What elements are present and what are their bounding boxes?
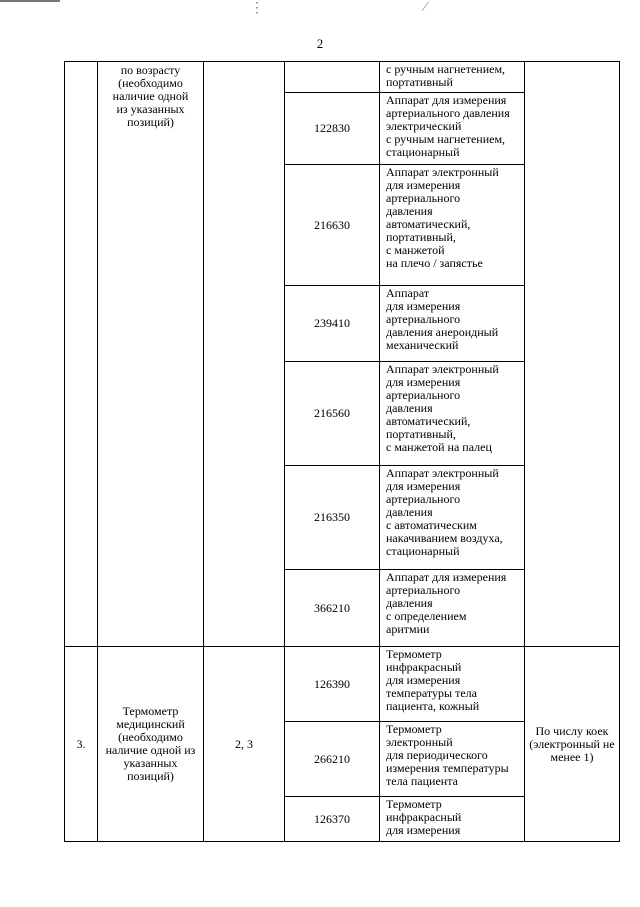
device-code-cell: 239410 — [285, 286, 380, 362]
description-line: аритмии — [386, 622, 430, 636]
device-code-cell: 216350 — [285, 466, 380, 570]
item-name-cell: Термометр медицинский (необходимо наличие одной из указанных позиций) — [98, 647, 204, 842]
device-code-cell: 216560 — [285, 362, 380, 466]
description-line: автоматический, — [386, 414, 471, 428]
description-line: накачиванием воздуха, — [386, 531, 503, 545]
description-line: артериального — [386, 492, 461, 506]
description-line: давления — [386, 401, 433, 415]
item-name-line: (необходимо — [118, 76, 183, 90]
item-name-line: из указанных — [116, 102, 185, 116]
description-line: стационарный — [386, 544, 460, 558]
description-line: механический — [386, 338, 459, 352]
device-code-cell — [285, 62, 380, 93]
device-code-cell: 126390 — [285, 647, 380, 722]
description-line: тела пациента — [386, 774, 458, 788]
device-description-cell — [380, 797, 525, 842]
equipment-table — [64, 61, 620, 842]
description-line: артериального — [386, 583, 461, 597]
description-line: Термометр — [386, 722, 442, 736]
description-line: для измерения — [386, 823, 461, 837]
description-line: автоматический, — [386, 217, 471, 231]
description-line: стационарный — [386, 145, 460, 159]
quantity-cell — [525, 62, 620, 647]
description-line: артериального — [386, 388, 461, 402]
description-line: артериального давления — [386, 106, 510, 120]
positions-cell: 2, 3 — [204, 647, 285, 842]
item-name-line: наличие одной — [112, 89, 189, 103]
description-line: пациента, кожный — [386, 699, 480, 713]
row-number-cell: 3. — [65, 647, 98, 842]
device-description-cell — [380, 286, 525, 362]
description-line: с определением — [386, 609, 467, 623]
description-line: с ручным нагнетением, — [386, 62, 506, 76]
description-line: электрический — [386, 119, 462, 133]
device-code-cell: 216630 — [285, 165, 380, 286]
description-line: для измерения — [386, 375, 461, 389]
device-description-cell — [380, 362, 525, 466]
description-line: для измерения — [386, 673, 461, 687]
description-line: инфракрасный — [386, 660, 462, 674]
description-line: с ручным нагнетением, — [386, 132, 506, 146]
description-line: давления — [386, 596, 433, 610]
device-code-cell: 126370 — [285, 797, 380, 842]
description-line: для измерения — [386, 178, 461, 192]
device-description-cell — [380, 93, 525, 165]
device-description-cell — [380, 647, 525, 722]
description-line: для периодического — [386, 748, 488, 762]
description-line: Термометр — [386, 797, 442, 811]
description-line: давления — [386, 505, 433, 519]
item-name-line: по возрасту — [120, 63, 181, 77]
device-description-cell — [380, 722, 525, 797]
description-line: с автоматическим — [386, 518, 477, 532]
scan-mark-left: ⋮ — [250, 1, 264, 16]
description-line: портативный, — [386, 230, 456, 244]
device-description-cell — [380, 165, 525, 286]
item-name-line: позиций) — [127, 115, 174, 129]
description-line: Аппарат — [386, 286, 430, 300]
description-line: с манжетой — [386, 243, 445, 257]
scan-edge-line — [0, 0, 60, 2]
quantity-cell: По числу коек (электронный не менее 1) — [525, 647, 620, 842]
description-line: давления — [386, 204, 433, 218]
description-line: Аппарат электронный — [386, 466, 499, 480]
device-code-cell: 122830 — [285, 93, 380, 165]
description-line: Аппарат для измерения — [386, 570, 507, 584]
scan-mark-right: ⁄ — [424, 0, 427, 15]
description-line: с манжетой на палец — [386, 440, 492, 454]
positions-cell — [204, 62, 285, 647]
description-line: Термометр — [386, 647, 442, 661]
device-code-cell: 366210 — [285, 570, 380, 647]
page-number: 2 — [316, 36, 324, 51]
description-line: на плечо / запястье — [386, 256, 483, 270]
description-line: давления анероидный — [386, 325, 499, 339]
description-line: портативный — [386, 75, 453, 89]
description-line: Аппарат электронный — [386, 362, 499, 376]
description-line: артериального — [386, 312, 461, 326]
description-line: для измерения — [386, 299, 461, 313]
description-line: инфракрасный — [386, 810, 462, 824]
description-line: артериального — [386, 191, 461, 205]
device-description-cell — [380, 466, 525, 570]
row-number-cell — [65, 62, 98, 647]
description-line: портативный, — [386, 427, 456, 441]
description-line: для измерения — [386, 479, 461, 493]
description-line: измерения температуры — [386, 761, 509, 775]
item-name-cell — [98, 62, 204, 647]
description-line: температуры тела — [386, 686, 477, 700]
device-description-cell — [380, 570, 525, 647]
device-description-cell — [380, 62, 525, 93]
device-code-cell: 266210 — [285, 722, 380, 797]
description-line: Аппарат электронный — [386, 165, 499, 179]
table-row — [65, 647, 620, 722]
description-line: электронный — [386, 735, 453, 749]
description-line: Аппарат для измерения — [386, 93, 507, 107]
table-row — [65, 62, 620, 93]
